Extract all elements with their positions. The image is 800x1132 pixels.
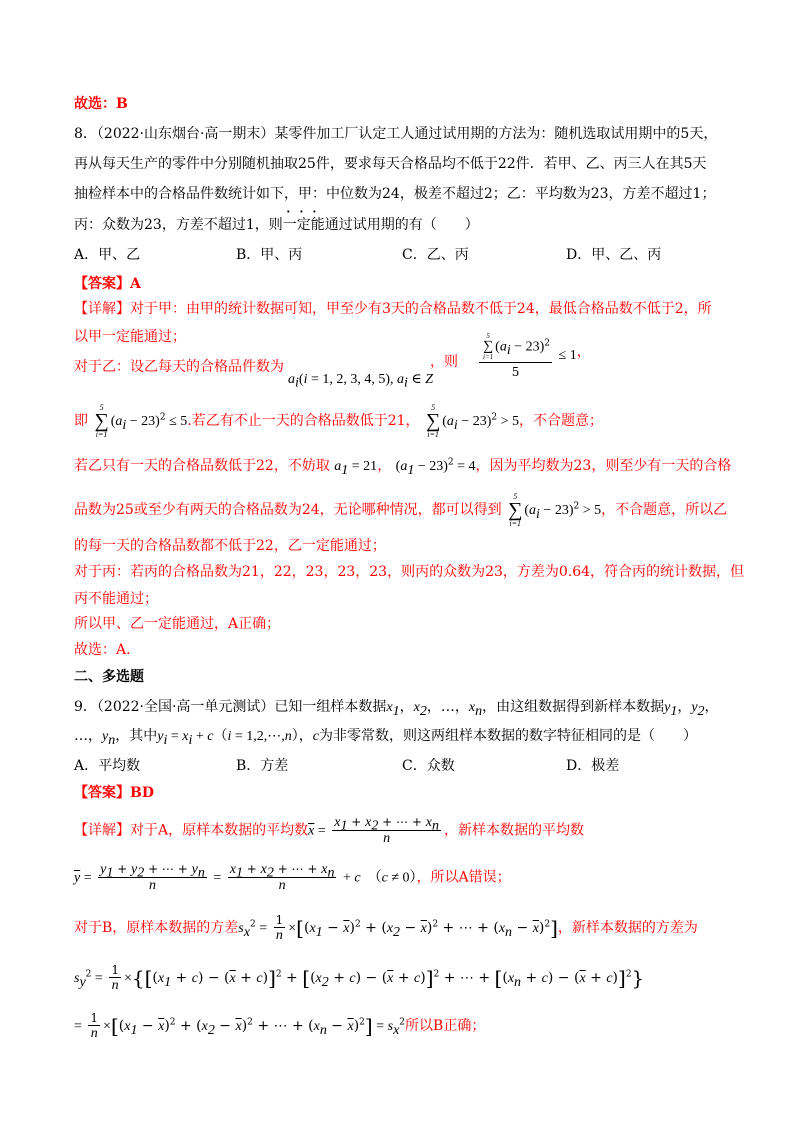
q8-detail-line5-a: 若乙只有一天的合格品数低于22，不妨取 [74, 458, 330, 474]
q8-detail-line4: 即 5 ∑ i=1 $(a_i - 23)^2 \le 5$.若乙有不止一天的合格品数低于21， 5 ∑ i=1 $(a_i - 23)^2 > 5$，不合题意； [74, 403, 604, 439]
q8-detail-line5-b: ，因为平均数为23，则至少有一天的合格 [475, 458, 732, 474]
q8-detail-line6-b: ，不合题意，所以乙 [601, 502, 728, 518]
q9-detail-line5: = $\frac{1}{n}$ $\times[(x_1 - \overline{x})^2 + (x_2 - \overline{x})^2$ + ⋯ + $(x_n - \overline{x})^2] = s_x^2$所以B正确； [74, 1011, 486, 1041]
q9-detail-line1: 【详解】对于A，原样本数据的平均数$\overline{x}$ = $\frac{x_1 + x_2 + \cdots + x_n}{n}$ ，新样本数据的平均数 [74, 815, 584, 846]
q8-detail-line5: 若乙只有一天的合格品数低于22，不妨取 $a_1 = 21$， $(a_1 - 23)^2 = 4$，因为平均数为23，则至少有一天的合格 [74, 457, 732, 478]
q8-detail-line1: 【详解】对于甲：由甲的统计数据可知，甲至少有3天的合格品数不低于24，最低合格品数不低于2，所 [74, 301, 712, 317]
q8-detail-line7: 的每一天的合格品数都不低于22，乙一定能通过； [74, 538, 386, 554]
q8-option-a: A．甲、乙 [74, 247, 141, 263]
q9-detail-line3-b: ，新样本数据的方差为 [557, 920, 698, 936]
q9-stem-line2: …，$y_n$，其中$y_i = x_i + c(i$ = 1,2,⋯,n），c为非零常数，则这两组样本数据的数字特征相同的是（ ） [74, 728, 697, 748]
q9-option-c: C．众数 [402, 758, 455, 774]
q8-detail-line4-c: ，不合题意； [519, 413, 604, 429]
q8-stem-line4-c: 通过试用期的有（ ） [324, 217, 479, 233]
q8-formula-variance-ratio: 5 ∑ i=1 $(a_i - 23)^2$ 5 ≤ 1， [476, 332, 800, 380]
q9-option-a: A．平均数 [74, 758, 141, 774]
q9-option-d: D．极差 [566, 758, 620, 774]
q9-detail-line3: 对于B，原样本数据的方差$s_x^2$ = $\frac{1}{n}$ $\times[(x_1 - \overline{x})^2 + (x_2 - \overline{x})^2$ + ⋯ + $(x_n - \overline{x})^2$]，新样本数据的方差为 [74, 913, 698, 943]
q8-detail-line9: 丙不能通过； [74, 591, 158, 607]
q8-formula-ai: $a_i(i = 1$, 2, 3, 4, 5), $a_i$ ∈ Z [288, 372, 434, 391]
q8-detail-line2: 以甲一定能通过； [74, 329, 186, 345]
q8-detail-line10: 所以甲、乙一定能通过，A正确； [74, 616, 281, 632]
q8-option-d: D．甲、乙、丙 [566, 247, 662, 263]
q8-answer: 【答案】A [74, 276, 141, 292]
q8-stem-line1: 8．（2022·山东烟台·高一期末）某零件加工厂认定工人通过试用期的方法为：随机选取试用期中的5天， [74, 126, 718, 142]
section-heading: 二、多选题 [74, 669, 144, 685]
q9-answer: 【答案】BD [74, 785, 154, 801]
q9-detail-line5-text: 所以B正确； [405, 1018, 486, 1034]
q8-detail-line3: 对于乙：设乙每天的合格品件数为 [74, 359, 284, 375]
q8-detail-line6-a: 品数为25或至少有两天的合格品数为24，无论哪种情况，都可以得到 [74, 502, 502, 518]
q8-detail-line6: 品数为25或至少有两天的合格品数为24，无论哪种情况，都可以得到 5 ∑ i=1 $(a_i - 23)^2 > 5$，不合题意，所以乙 [74, 492, 728, 528]
q9-stem-line1-b: ，由这组数据得到新样本数据 [482, 699, 665, 715]
q9-detail-line4: $s_y^2$ = $\frac{1}{n}$ $\times\{[(x_1 + c) - (\overline{x} + c)]^2 + [(x_2 + c) - (\overline{x} + c)]^2$ + ⋯ + $[(x_n + c) - (\overline{x} + c)]^2$} [74, 963, 645, 993]
q8-detail-line4-a: 即 [74, 413, 88, 429]
q8-stem-line3: 抽检样本中的合格品件数统计如下，甲：中位数为24，极差不超过2；乙：平均数为23，方差不超过1； [74, 186, 716, 202]
q9-stem-line2-b: 为非零常数，则这两组样本数据的数字特征相同的是（ ） [318, 728, 697, 744]
q9-detail-line1-a: 【详解】对于A，原样本数据的平均数 [74, 822, 309, 839]
q9-detail-line2: $\overline{y}$ = $\frac{y_1 + y_2 + \cdots + y_n}{n}$ = $\frac{x_1 + x_2 + \cdots + x_n}{n}$ + c （c ≠ 0），所以A错误； [74, 862, 511, 893]
q8-stem-line4 [74, 202, 734, 235]
q8-option-b: B．甲、丙 [236, 247, 303, 263]
q9-stem-line1: 9．（2022·全国·高一单元测试）已知一组样本数据$x_1$，$x_2$，…，$x_n$，由这组数据得到新样本数据$y_1$，$y_2$， [74, 699, 719, 719]
q8-stem-line2: 再从每天生产的零件中分别随机抽取25件，要求每天合格品均不低于22件．若甲、乙、丙三人在其5天 [74, 156, 707, 172]
q9-detail-line1-b: ，新样本数据的平均数 [443, 822, 584, 839]
q8-emphasis: 一定能 ··· [282, 202, 325, 233]
q9-option-b: B．方差 [236, 758, 289, 774]
q8-stem-line4-a: 丙：众数为23，方差不超过1，则 [74, 217, 283, 233]
q8-detail-line8: 对于丙：若丙的合格品数为21，22，23，23，23，则丙的众数为23，方差为0.64，符合丙的统计数据，但 [74, 564, 745, 580]
q8-detail-line11: 故选：A. [74, 642, 131, 658]
q9-stem-line1-a: 9．（2022·全国·高一单元测试）已知一组样本数据 [74, 699, 387, 715]
q8-option-c: C．乙、丙 [402, 247, 469, 263]
q9-detail-line2-text: ，所以A错误； [416, 869, 511, 886]
q8-detail-line4-b: .若乙有不止一天的合格品数低于21， [187, 413, 420, 429]
q9-detail-line3-a: 对于B，原样本数据的方差 [74, 920, 239, 936]
q8-detail-line3-b: ，则 [430, 354, 458, 370]
prev-answer: 故选：B [74, 96, 128, 112]
q9-stem-line2-a: ，其中 [115, 728, 158, 744]
